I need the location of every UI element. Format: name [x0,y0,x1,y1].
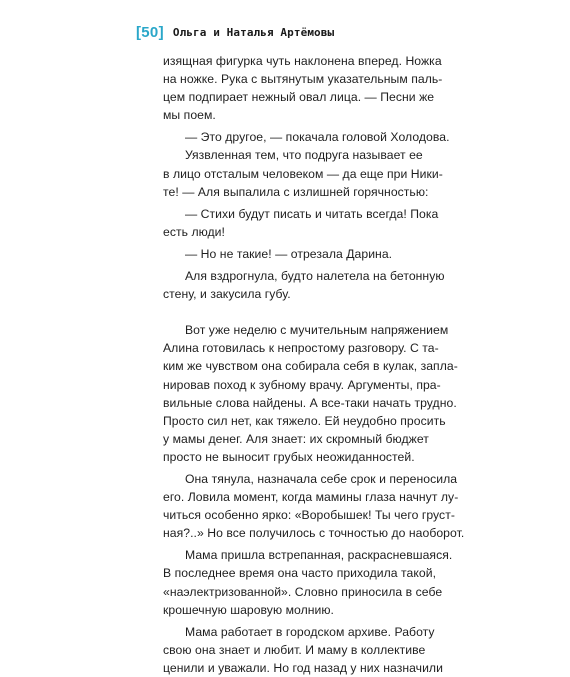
text-line: цем подпирает нежный овал лица. — Песни же [163,90,435,105]
text-line: его. Ловила момент, когда мамины глаза начнут лу- [163,490,459,505]
text-line: Вот уже неделю с мучительным напряжением [185,323,449,338]
text-line: в лицо отсталым человеком — да еще при Ники- [163,166,443,181]
text-line: стену, и закусила губу. [163,287,291,302]
text-line: В последнее время она часто приходила такой, [163,566,437,581]
text-line: вильные слова найдены. А все-таки начать трудно. [163,395,457,410]
page-number: [50] [136,23,164,41]
text-line: есть люди! [163,224,225,239]
text-line: Она тянула, назначала себе срок и переносила [185,471,458,486]
text-line: крошечную шаровую молнию. [163,602,334,617]
text-line: Уязвленная тем, что подруга называет ее [185,148,423,163]
text-line: свою она знает и любит. И маму в коллективе [163,642,426,657]
text-line: ная?..» Но все получилось с точностью до наоборот. [163,526,465,541]
text-line: на ножке. Рука с вытянутым указательным паль- [163,72,443,87]
text-line: Мама пришла встрепанная, раскрасневшаяся. [185,548,453,563]
text-line: мы поем. [163,108,216,123]
text-line: ценили и уважали. Но год назад у них назначили [163,660,443,675]
text-line: читься особенно ярко: «Воробышек! Ты чего груст- [163,508,455,523]
text-line: просто не выносит грубых неожиданностей. [163,449,415,464]
running-head [136,20,334,44]
text-line: нировав поход к зубному врачу. Аргументы, пра- [163,377,441,392]
text-line: Мама работает в городском архиве. Работу [185,624,435,639]
text-line: — Стихи будут писать и читать всегда! Пока [185,206,439,221]
text-line: у мамы денег. Аля знает: их скромный бюджет [163,431,429,446]
text-line: Просто сил нет, как тяжело. Ей неудобно просить [163,413,446,428]
text-line: ким же чувством она собирала себя в кулак, запла- [163,359,458,374]
text-line: — Это другое, — покачала головой Холодова. [185,130,450,145]
text-line: «наэлектризованной». Словно приносила в себе [163,584,443,599]
text-line: Аля вздрогнула, будто налетела на бетонную [185,269,445,284]
body-text [163,52,465,677]
text-line: Алина готовилась к непростому разговору. С та- [163,341,439,356]
author-name: Ольга и Наталья Артёмовы [172,25,335,39]
text-line: — Но не такие! — отрезала Дарина. [185,246,393,261]
text-line: те! — Аля выпалила с излишней горячностью: [163,184,429,199]
text-line: изящная фигурка чуть наклонена вперед. Ножка [163,54,442,68]
